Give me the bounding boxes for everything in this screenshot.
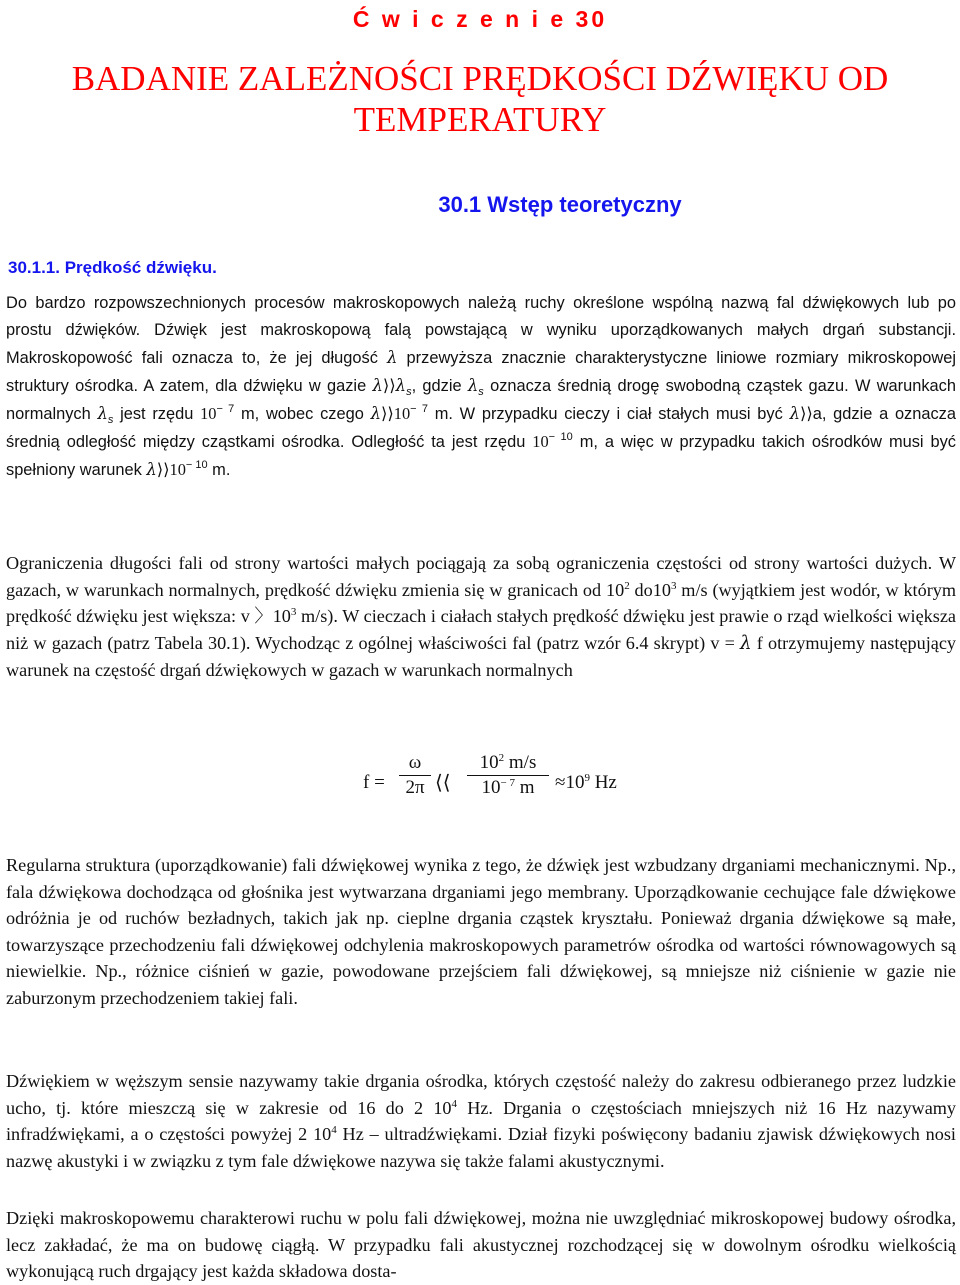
power-base: 10 xyxy=(532,432,549,451)
title-line-2: TEMPERATURY xyxy=(353,100,607,139)
lambda-symbol: λ xyxy=(395,376,407,395)
text-run: f otrzymujemy następujący warunek na częstość drgań dźwiękowych w gazach w warunkach normalnych xyxy=(6,632,956,680)
paragraph-frequency-limits xyxy=(6,550,956,684)
subscript-s: s xyxy=(107,414,114,426)
text-run: m/s (wyjątkiem jest wodór, w którym prędkość dźwięku jest większa: v xyxy=(6,579,956,626)
exponent: − 7 xyxy=(410,403,428,415)
power-base: 10 xyxy=(272,606,291,626)
unit: Hz xyxy=(589,772,617,793)
coefficient: 2 xyxy=(414,1097,424,1118)
speed-over-wavelength xyxy=(467,752,549,799)
exercise-number: Ć w i c z e n i e 30 xyxy=(352,6,608,32)
text-run: m. xyxy=(207,461,231,479)
text-run: Do bardzo rozpowszechnionych procesów makroskopowych należą ruchy określone wspólną nazwą fal dźwiękowych lub po prostu dźwięków. Dźwięk jest makroskopową falą powstającą w wyniku uporządkowanych małych drgań substancji. Makroskopowość fali oznacza to, że jej długość xyxy=(6,294,956,367)
exponent: 9 xyxy=(584,772,590,784)
exponent: − 10 xyxy=(185,459,208,471)
result xyxy=(555,772,617,794)
omega-over-2pi xyxy=(399,752,431,799)
lambda-symbol: λ xyxy=(740,632,752,654)
formula-lhs: f = xyxy=(363,772,385,793)
power-base: 10 xyxy=(652,579,671,600)
paragraph-continuum: Dzięki makroskopowemu charakterowi ruchu w polu fali dźwiękowej, można nie uwzględniać mikroskopowej budowy ośrodka, lecz zakładać, że ma on budowę ciągłą. W przypadku fali akustycznej rozchodzącej się w dowolnym ośrodku wielkością wykonującą ruch drgający jest każda składowa dosta- xyxy=(6,1208,956,1281)
subsection-heading: 30.1.1. Prędkość dźwięku. xyxy=(8,258,217,277)
text-run: a, gdzie a oznacza średnią odległość między cząstkami ośrodka. Odległość ta jest rzędu xyxy=(6,405,956,451)
text-run: Hz – ultradźwiękami. Dział fizyki poświęcony badaniu zjawisk dźwiękowych nosi nazwę akustyki i w związku z tym fale dźwiękowe nazywa się także falami akustycznymi. xyxy=(6,1124,956,1171)
lambda-symbol: λ xyxy=(146,460,157,479)
text-run: Ograniczenia długości fali od strony wartości małych pociągają za sobą ograniczenia częstości od strony wartości dużych. W gazach, w warunkach normalnych, prędkość dźwięku zmienia się w granicach od xyxy=(6,553,956,600)
approx-symbol: ≈ xyxy=(555,772,566,793)
exponent: 3 xyxy=(670,579,677,592)
paragraph-wavelength xyxy=(6,290,956,484)
text-run: przewyższa znacznie charakterystyczne liniowe rozmiary mikroskopowej struktury ośrodka. A zatem, dla dźwięku w gazie xyxy=(6,349,956,395)
lambda-symbol: λ xyxy=(789,404,800,423)
text-run: do xyxy=(629,579,653,600)
unit: m/s xyxy=(504,752,537,773)
text-run: m, wobec czego xyxy=(234,405,371,423)
power-base: 10 xyxy=(200,404,217,423)
exponent: 3 xyxy=(290,606,297,618)
much-greater-symbol: ⟩⟩ xyxy=(799,405,813,423)
title-line-1: BADANIE ZALEŻNOŚCI PRĘDKOŚCI DŹWIĘKU OD xyxy=(71,59,889,98)
text-run: , gdzie xyxy=(411,377,468,395)
power-base: 10 xyxy=(433,1097,452,1118)
lambda-symbol: λ xyxy=(97,404,108,423)
fraction-denominator xyxy=(467,777,549,799)
lambda-symbol: λ xyxy=(372,376,383,395)
section-heading: 30.1 Wstęp teoretyczny xyxy=(438,192,682,217)
much-less-symbol: ⟨⟨ xyxy=(435,772,451,794)
paragraph-definition xyxy=(6,1068,956,1174)
power-base: 10 xyxy=(393,404,411,423)
lambda-symbol: λ xyxy=(467,376,479,395)
much-greater-symbol: ⟩⟩ xyxy=(382,377,396,395)
exponent: 4 xyxy=(331,1124,337,1136)
coefficient: 2 xyxy=(298,1124,308,1144)
fraction-numerator xyxy=(467,752,549,774)
subscript-s: s xyxy=(406,386,412,398)
greater-symbol: 〉 xyxy=(254,606,273,626)
paragraph-structure: Regularna struktura (uporządkowanie) fali dźwiękowej wynika z tego, że dźwięk jest wzbudzany drganiami mechanicznymi. Np., fala dźwiękowa dochodząca od głośnika jest wytwarzana drganiami jego membrany. Uporządkowanie cechujące fale dźwiękowe odróżnia je od ruchów bezładnych, takich jak np. cieplne drgania cząstek kryształu. Ponieważ drgania dźwiękowe są małe, towarzyszące przechodzeniu fali dźwiękowej odchylenia makroskopowych parametrów ośrodka od wartości równowagowych są niewielkie. Np., różnice ciśnień w gazie, powodowane przejściem fali dźwiękowej, są mniejsze niż ciśnienie w gazie nie zaburzonym przechodzeniem takiej fali. xyxy=(6,855,956,1008)
power-base: 10 xyxy=(169,460,186,479)
text-run: Dźwiękiem w węższym sensie nazywamy takie drgania ośrodka, których częstość należy do zakresu odbieranego przez ludzkie ucho, tj. które mieszczą się w zakresie od 16 do xyxy=(6,1071,956,1118)
unit: m xyxy=(514,777,535,798)
exponent: − 10 xyxy=(548,431,573,443)
exponent: 4 xyxy=(451,1097,458,1110)
exponent: 2 xyxy=(624,579,630,592)
exponent: − 7 xyxy=(216,403,235,415)
fraction-bar xyxy=(399,775,431,776)
text-run: m/s). W cieczach i ciałach stałych prędkość dźwięku jest prawie o rząd wielkości większa niż w gazach (patrz Tabela 30.1). Wychodząc z ogólnej właściwości fal (patrz wzór 6.4 skrypt) v = xyxy=(6,606,956,653)
power-base: 10 xyxy=(481,777,501,798)
text-run: Hz. Drgania o częstościach mniejszych niż 16 Hz nazywamy infradźwiękami, a o częstości powyżej xyxy=(6,1097,957,1144)
frequency-formula xyxy=(363,752,623,822)
much-greater-symbol: ⟩⟩ xyxy=(380,405,394,423)
fraction-numerator: ω xyxy=(408,752,422,773)
power-base: 10 xyxy=(565,772,585,793)
power-base: 10 xyxy=(606,579,625,600)
exponent: − 7 xyxy=(500,777,515,789)
exponent: 2 xyxy=(498,752,505,764)
text-run: m. W przypadku cieczy i ciał stałych musi być xyxy=(427,405,790,423)
lambda-symbol: λ xyxy=(387,348,398,367)
power-base: 10 xyxy=(479,752,499,773)
text-run: oznacza średnią drogę swobodną cząstek gazu. W warunkach normalnych xyxy=(6,377,956,423)
power-base: 10 xyxy=(313,1124,332,1144)
text-run: jest rzędu xyxy=(113,405,201,423)
page-title xyxy=(0,58,960,140)
fraction-denominator: 2π xyxy=(405,777,425,798)
subscript-s: s xyxy=(478,386,484,398)
fraction-bar xyxy=(467,775,549,776)
much-greater-symbol: ⟩⟩ xyxy=(156,461,170,479)
lambda-symbol: λ xyxy=(370,404,381,423)
text-run: m, a więc w przypadku takich ośrodków musi być spełniony warunek xyxy=(6,433,957,479)
